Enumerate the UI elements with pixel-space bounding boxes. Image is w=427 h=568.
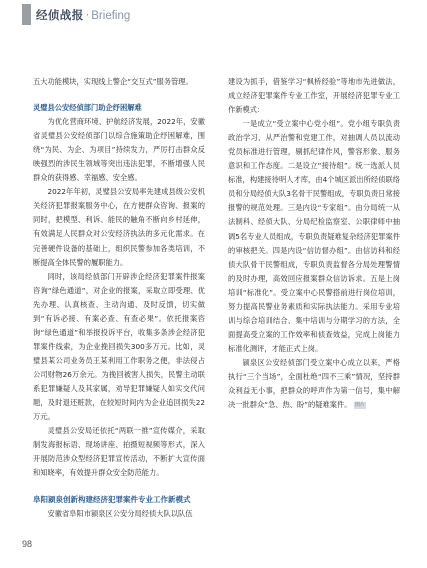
header-title — [36, 7, 130, 24]
paragraph: 同时，该局经侦部门开辟涉企经济犯罪案件报案咨询“绿色通道”，对企业的报案，采取立即受理、优先办理、认真核查、主动沟通、及时反馈，切实做到“有诉必接、有案必查、有查必果”。依托报案咨询“绿色通道”和举报投诉平台，收集多条涉企经济犯罪案件线索，为企业挽回损失300多万元。比如，灵璧县某公司业务员王某利用工作职务之便，非法侵占公司财物26万余元。为挽回被害人损失，民警主动联系犯罪嫌疑人及其家属，劝导犯罪嫌疑人如实交代问题，及时退还赃款，在较短时间内为企业追回损失22万元。 — [33, 271, 205, 422]
header-title-zh: 经侦战报 — [36, 8, 84, 22]
paragraph-text: 颍泉区公安经侦部门受立案中心成立以来，严格执行“三个当场”，全面杜绝“四不三乘”情况，坚持群众利益无小事，把群众的呼声作为第一信号，集中解决一批群众“急、热、盼”的疑难案件。 — [228, 357, 400, 410]
right-column — [228, 75, 400, 412]
paragraph: 安徽省阜阳市颍泉区公安分局经侦大队以队伍 — [47, 509, 193, 519]
paragraph: 2022年年初，灵璧县公安局率先建成县级公安机关经济犯罪报案服务中心，在方便群众咨询、报案的同时，把模型、利诉、能民的触角不断向乡村延伸，有效满足人民群众对公安经济执法的多元化需求。在完善硬件设备的基础上，组织民警参加各类培训，不断提高全体民警的履职能力。 — [33, 187, 205, 267]
image-tag: 图片 — [354, 401, 365, 408]
page-header — [0, 0, 427, 36]
paragraph: 为优化营商环境、护航经济发展，2022年，安徽省灵璧县公安经侦部门以综合施策助企纾困解难，围绕“为民、为企、为项目”持续发力，严厉打击群众反映强烈的涉民生领域等突出违法犯罪，不断增强人民群众的获得感、幸福感、安全感。 — [33, 117, 205, 183]
page-number: 98 — [22, 539, 33, 549]
paragraph — [228, 356, 400, 412]
paragraph: 建设为抓手，借鉴学习“枫桥经验”等地市先进做法，成立经济犯罪案件专业工作室，开展经济犯罪专业工作新模式： — [228, 77, 400, 115]
header-accent-bar — [22, 4, 31, 25]
subheading-lingbi: 灵璧县公安经侦部门助企纾困解难 — [33, 103, 142, 113]
section-title-yingquan: 阜阳颍泉创新构建经济犯罪案件专业工作新模式 — [33, 495, 191, 505]
paragraph: 灵璧县公安局还依托“两联一推”宣传媒介，采取制发海报标语、现场讲座、拍摄短视频等形式，深入开展防范涉众型经济犯罪宣传活动，不断扩大宣传面和知晓率，有效提升群众安全防范能力。 — [33, 426, 205, 478]
left-column — [33, 75, 205, 521]
header-separator: · — [85, 8, 90, 22]
intro-paragraph: 五大功能模块，实现线上警企“交互式”服务管理。 — [33, 77, 193, 86]
paragraph: 一是成立“受立案中心党小组”。党小组专职负责政治学习、从严治警和党建工作，对抽调人员以流动党员标准进行管理，剔抓纪律作风，警容形象、服务意识和工作态度。二是设立“接待组”。统一选派人员标准，构建接待明人才库，由4个城区派出所经侦联络员和分局经侦大队3名骨干民警组成，专职负责日常接报警的规范处理。三是内设“专家组”。由分局统一从法制科、经侦大队、分局纪检监察室、公职律师中抽调5名专业人员组成，专职负责疑难复杂经济犯罪案件的审核把关。四是内设“信访督办组”。由信访科和经侦大队骨干民警组成，专职负责监督各分局处理警情的及时办理，高效回应报案群众信访诉求。五是上岗培训“标准化”。受立案中心民警搭前进行岗位培训，努力提高民警业务素质和实际执法能力。采用专业培训与综合培训结合、集中培训与分期学习的方法，全面提高受立案的工作效率和侦查效益，完成上岗能力标准化测评，才能正式上岗。 — [228, 119, 400, 353]
header-title-en: Briefing — [91, 10, 131, 22]
